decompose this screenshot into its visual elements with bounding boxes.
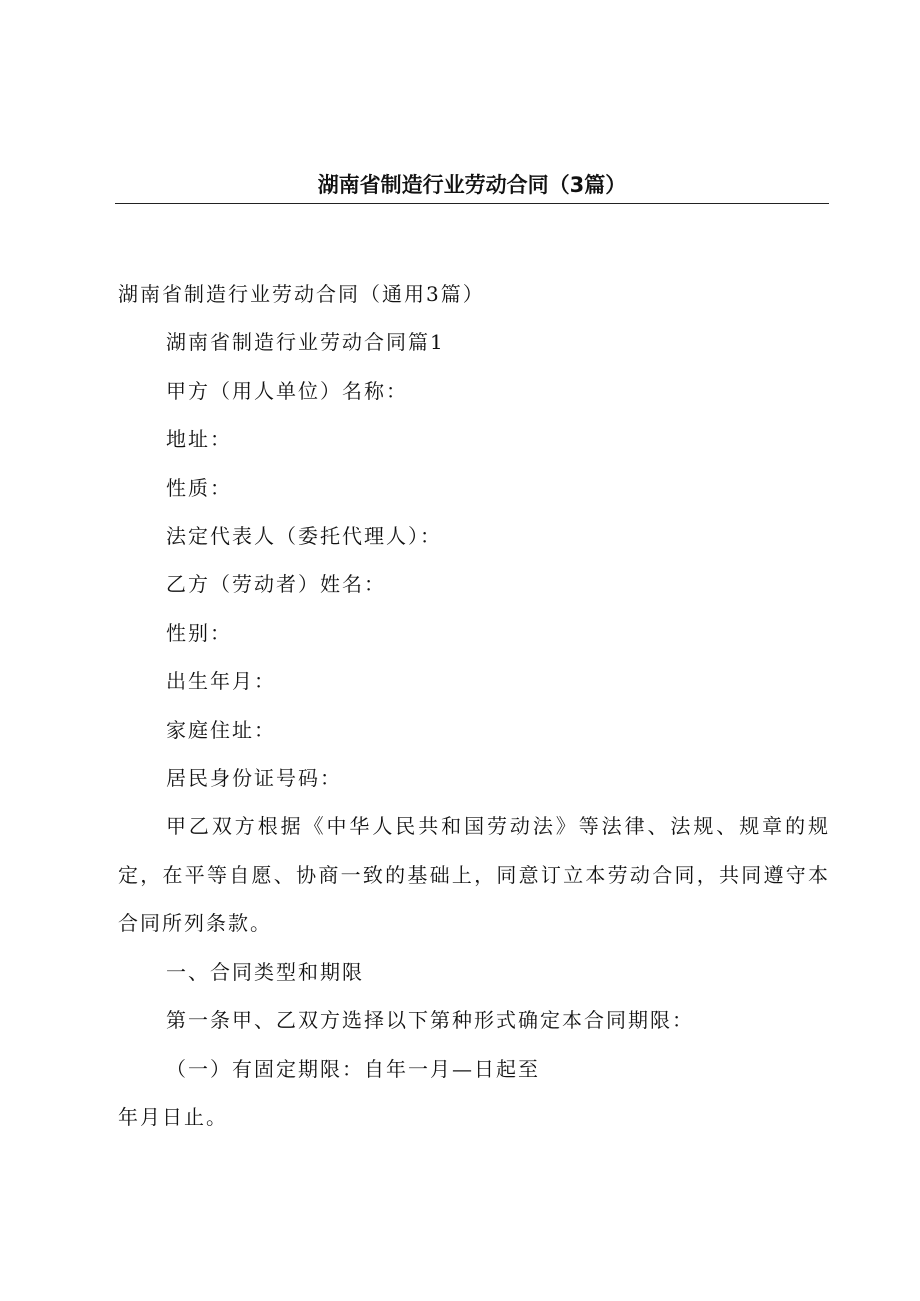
header-divider: [115, 203, 829, 204]
clause-fixed-term: （一）有固定期限：自年一月—日起至: [166, 1056, 540, 1081]
field-employer-name: 甲方（用人单位）名称：: [166, 378, 408, 403]
document-body: [118, 270, 830, 1141]
section-title: 湖南省制造行业劳动合同篇1: [166, 330, 445, 355]
article-1: 第一条甲、乙双方选择以下第种形式确定本合同期限：: [166, 1008, 694, 1033]
field-id-number: 居民身份证号码：: [166, 766, 342, 791]
field-gender: 性别：: [166, 620, 232, 645]
field-home-address: 家庭住址：: [166, 717, 276, 742]
field-birth-date: 出生年月：: [166, 669, 276, 694]
page-header: [115, 168, 829, 202]
field-address: 地址：: [166, 427, 232, 452]
header-title: 湖南省制造行业劳动合同（3篇）: [317, 173, 627, 197]
clause-fixed-term-continued: 年月日止。: [118, 1104, 228, 1129]
field-employee-name: 乙方（劳动者）姓名：: [166, 572, 386, 597]
field-legal-representative: 法定代表人（委托代理人）：: [166, 524, 442, 549]
preamble-paragraph: 甲乙双方根据《中华人民共和国劳动法》等法律、法规、规章的规定，在平等自愿、协商一致的基础上，同意订立本劳动合同，共同遵守本合同所列条款。: [118, 814, 830, 936]
document-main-title: 湖南省制造行业劳动合同（通用3篇）: [118, 282, 485, 306]
chapter-heading: 一、合同类型和期限: [166, 959, 364, 984]
field-nature: 性质：: [166, 475, 232, 500]
